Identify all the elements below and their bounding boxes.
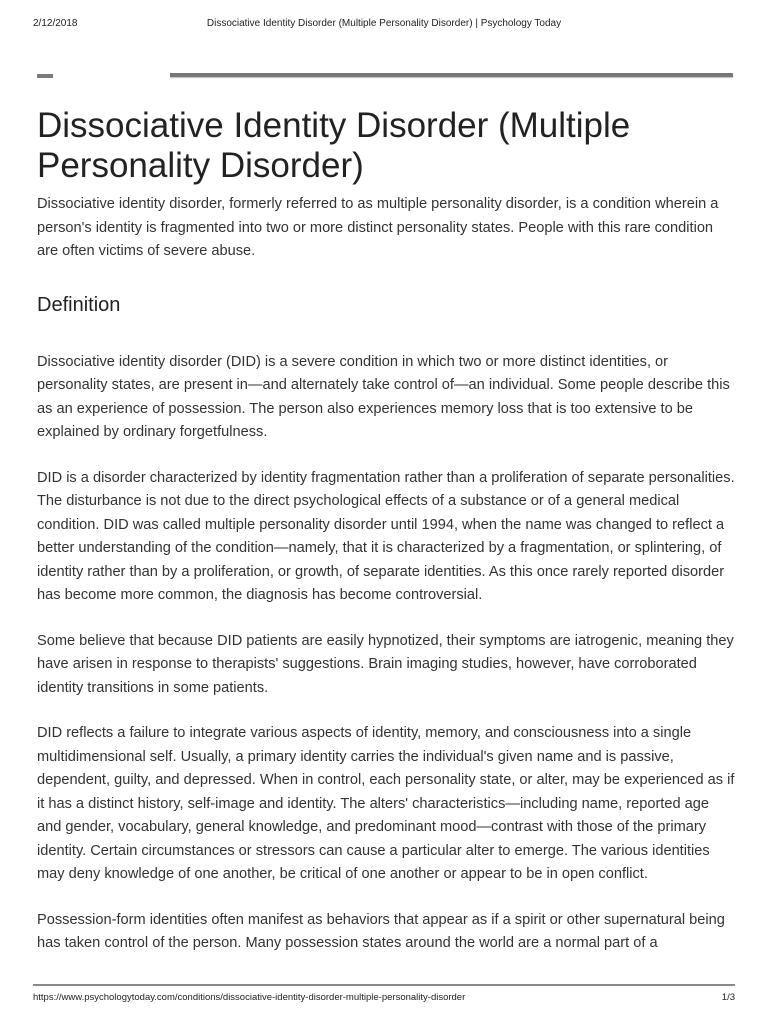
paragraph: DID reflects a failure to integrate various aspects of identity, memory, and consciousness into a single multidimensional self. Usually, a primary identity carries the individual's given name and is passive, dependent, guilty, and depressed. When in control, each personality state, or alter, may be experienced as if it has a distinct history, self-image and identity. The alters' characteristics—including name, reported age and gender, vocabulary, general knowledge, and predominant mood—contrast with those of the primary identity. Certain circumstances or stressors can cause a particular alter to emerge. The various identities may deny knowledge of one another, be critical of one another or appear to be in open conflict. (37, 725, 735, 882)
paragraph: DID is a disorder characterized by identity fragmentation rather than a proliferation of separate personalities. The disturbance is not due to the direct psychological effects of a substance or of a general medical condition. DID was called multiple personality disorder until 1994, when the name was changed to reflect a better understanding of the condition—namely, that it is characterized by a fragmentation, or splintering, of identity rather than by a proliferation, or growth, of separate identities. As this once rarely reported disorder has become more common, the diagnosis has become controversial. (37, 469, 735, 603)
paragraph: Possession-form identities often manifest as behaviors that appear as if a spirit or other supernatural being has taken control of the person. Many possession states around the world are a normal part of a (37, 911, 725, 951)
article-lede: Dissociative identity disorder, formerly referred to as multiple personality disorder, is a condition wherein a person's identity is fragmented into two or more distinct personality states. People with this rare condition are often victims of severe abuse. (37, 196, 719, 259)
article-title: Dissociative Identity Disorder (Multiple Personality Disorder) (37, 106, 631, 185)
print-document-title: Dissociative Identity Disorder (Multiple Personality Disorder) | Psychology Today (206, 18, 562, 29)
print-footer (33, 984, 735, 1005)
paragraph: Some believe that because DID patients are easily hypnotized, their symptoms are iatrogenic, meaning they have arisen in response to therapists' suggestions. Brain imaging studies, however, have corroborated identity transitions in some patients. (37, 632, 734, 696)
print-page-number: 1/3 (721, 992, 735, 1003)
section-heading-definition: Definition (37, 293, 121, 316)
print-footer-url: https://www.psychologytoday.com/conditions/dissociative-identity-disorder-multiple-personality-disorder (33, 992, 466, 1003)
print-date: 2/12/2018 (33, 18, 78, 29)
article (37, 106, 737, 956)
paragraph: Dissociative identity disorder (DID) is a severe condition in which two or more distinct identities, or personality states, are present in—and alternately take control of—an individual. Some people describe this as an experience of possession. The person also experiences memory loss that is too extensive to be explained by ordinary forgetfulness. (37, 353, 730, 440)
header-divider-short (37, 74, 53, 78)
print-header (33, 17, 735, 31)
header-divider-long (170, 73, 733, 77)
